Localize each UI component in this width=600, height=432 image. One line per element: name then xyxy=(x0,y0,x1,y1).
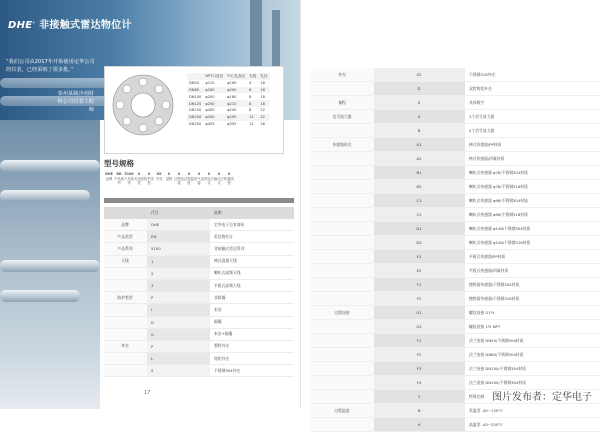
table-cell: I xyxy=(147,304,210,316)
table-cell: A1 xyxy=(374,138,465,152)
table-cell: φ165 xyxy=(227,81,237,86)
table-cell: DN150 xyxy=(189,108,202,113)
table-cell xyxy=(104,267,147,279)
pipe-graphic xyxy=(0,160,100,172)
code-label: 防护类型 xyxy=(144,176,154,185)
publisher-watermark: 图片发布者：定华电子 xyxy=(492,392,592,403)
table-cell: φ200 xyxy=(205,94,215,99)
table-cell: 18 xyxy=(258,87,269,94)
code-label: 防爆类型 xyxy=(224,176,234,185)
table-cell: 平板式传感器/四氟材质 xyxy=(465,264,600,278)
flange-drawing xyxy=(111,73,175,137)
table-cell xyxy=(311,264,374,278)
table-cell: 12 xyxy=(247,114,258,121)
table-cell: 防护类型 xyxy=(104,292,147,304)
table-cell: 孔数 xyxy=(249,73,257,78)
table-cell: 1 xyxy=(147,255,210,267)
table-cell xyxy=(104,279,147,291)
code-label: 产品系列 xyxy=(114,176,124,185)
table-cell: RD xyxy=(147,231,210,243)
table-cell: 喇叭式传感器 φ96/不锈钢316材质 xyxy=(465,208,600,222)
table-cell: DHE xyxy=(147,219,210,231)
code-value: X xyxy=(207,172,211,176)
table-cell: S xyxy=(147,365,210,377)
table-cell: A2 xyxy=(374,152,465,166)
table-cell: 信号放大器 xyxy=(311,110,374,124)
code-value: X xyxy=(217,172,221,176)
table-cell: 雷达物位计 xyxy=(210,231,294,243)
code-label: 产品系列 xyxy=(124,176,134,185)
table-cell: 喇叭式传感器 φ96/不锈钢304材质 xyxy=(465,194,600,208)
table-cell: φ340 xyxy=(203,114,225,121)
table-cell xyxy=(311,418,374,432)
table-row xyxy=(187,100,270,107)
code-segment xyxy=(164,172,174,186)
table-cell: F2 xyxy=(374,292,465,306)
table-cell: 8 xyxy=(249,94,252,99)
table-cell: 外壳 xyxy=(104,340,147,352)
table-cell: 平板式高频天线 xyxy=(210,279,294,291)
table-cell: D xyxy=(147,316,210,328)
table-cell xyxy=(311,362,374,376)
table-row xyxy=(311,208,600,222)
table-row xyxy=(311,68,600,82)
code-segment xyxy=(144,172,154,186)
code-label: 供电方式 xyxy=(204,176,214,185)
table-cell: 塑料外壳 xyxy=(210,340,294,352)
table-row xyxy=(104,340,294,352)
table-row xyxy=(104,304,294,316)
table-header: 代号 xyxy=(147,207,210,219)
table-row xyxy=(104,316,294,328)
table-row xyxy=(187,73,270,80)
table-cell: 非接触式雷达系列 xyxy=(210,243,294,255)
table-cell: 喇叭式高频天线 xyxy=(210,267,294,279)
code-segment xyxy=(184,172,194,186)
table-row xyxy=(311,418,600,432)
code-value: X xyxy=(227,172,231,176)
table-row xyxy=(311,166,600,180)
table-cell: E2 xyxy=(374,264,465,278)
pipe-graphic xyxy=(0,78,120,88)
table-cell: 高温型 -40~250°C xyxy=(465,418,600,432)
table-cell xyxy=(311,166,374,180)
table-row xyxy=(104,267,294,279)
table-header: 说明 xyxy=(210,207,294,219)
table-cell: 螺纹连接 1½ NPT xyxy=(465,320,600,334)
table-cell: 螺纹连接 G1½ xyxy=(465,306,600,320)
table-cell: 隔爆 xyxy=(210,316,294,328)
table-cell xyxy=(104,316,147,328)
left-page xyxy=(0,0,300,409)
table-cell xyxy=(311,348,374,362)
code-label: 量程 xyxy=(165,176,173,181)
table-cell: DN50 xyxy=(189,81,200,86)
table-cell: C1 xyxy=(374,194,465,208)
table-cell: 5100 xyxy=(147,243,210,255)
code-segment xyxy=(174,172,184,186)
table-cell: G2 xyxy=(374,320,465,334)
table-cell xyxy=(311,390,374,404)
title-text: 非接触式雷达物位计 xyxy=(39,20,132,31)
code-label: 过程连接 xyxy=(174,176,184,185)
table-cell xyxy=(311,180,374,194)
table-cell: P xyxy=(147,292,210,304)
table-cell: 棒式传感器/四氟材质 xyxy=(465,152,600,166)
code-value: X xyxy=(147,172,151,176)
flange-table xyxy=(187,73,270,127)
table-cell: φ300 xyxy=(205,108,215,113)
table-row xyxy=(311,138,600,152)
table-cell: 8 xyxy=(247,87,258,94)
table-cell: 不锈钢316外壳 xyxy=(465,68,600,82)
table-cell: D2 xyxy=(374,236,465,250)
page-number: 17 xyxy=(144,390,151,396)
table-cell: 不锈钢304外壳 xyxy=(210,365,294,377)
code-label: 品牌 xyxy=(105,176,113,181)
table-cell xyxy=(311,250,374,264)
table-cell: φ405 xyxy=(205,121,215,126)
table-cell: 法兰连接 DN100/不锈钢304材质 xyxy=(465,362,600,376)
spec-table-continued xyxy=(311,68,600,432)
table-cell: φ200 xyxy=(225,87,247,94)
table-row xyxy=(187,121,270,128)
table-cell: F2 xyxy=(374,348,465,362)
table-cell: 孔径 xyxy=(260,73,268,78)
code-value: X xyxy=(167,172,171,176)
table-cell: 22 xyxy=(258,114,269,121)
table-cell: 产品系列 xyxy=(104,243,147,255)
table-cell: 棒式高频天线 xyxy=(210,255,294,267)
table-cell: 8 xyxy=(249,108,252,113)
table-cell: F4 xyxy=(374,376,465,390)
table-cell: φ160 xyxy=(203,87,225,94)
table-cell: 喇叭式传感器 φ146/不锈钢316材质 xyxy=(465,236,600,250)
table-row xyxy=(104,353,294,365)
code-segment xyxy=(224,172,234,186)
side-photo xyxy=(0,120,100,409)
table-cell: Y xyxy=(374,390,465,404)
table-row xyxy=(104,279,294,291)
table-row xyxy=(187,114,270,121)
table-cell: 量程 xyxy=(311,96,374,110)
code-value: X xyxy=(177,172,181,176)
table-cell: F1 xyxy=(374,334,465,348)
code-segment xyxy=(154,172,164,186)
table-cell xyxy=(311,124,374,138)
table-cell: φ240 xyxy=(227,108,237,113)
table-cell xyxy=(311,320,374,334)
table-row xyxy=(311,334,600,348)
table-cell: 具体数字 xyxy=(465,96,600,110)
table-cell: 18 xyxy=(260,94,265,99)
section-title: 型号规格 xyxy=(104,159,134,168)
code-label: 过程温度 xyxy=(184,176,194,185)
table-cell: X xyxy=(374,96,465,110)
table-cell xyxy=(311,152,374,166)
table-cell: φ295 xyxy=(225,114,247,121)
table-cell xyxy=(311,376,374,390)
table-cell: 26 xyxy=(260,121,265,126)
customer-quote: “我们公司从2017年开始使用定华公司的仪表，已经采购了很多批。” xyxy=(6,59,95,73)
code-value: DHE xyxy=(105,172,113,176)
table-row xyxy=(104,219,294,231)
table-cell xyxy=(311,278,374,292)
table-cell: 12 xyxy=(249,121,254,126)
code-segment xyxy=(114,172,124,186)
code-segment xyxy=(194,172,204,186)
table-cell: 棒式传感器/PP材质 xyxy=(465,138,600,152)
table-cell: 法兰连接 DN80/不锈钢304材质 xyxy=(465,348,600,362)
table-cell: 铸铝外壳 xyxy=(210,353,294,365)
table-row xyxy=(311,222,600,236)
table-cell: 平板式传感器/PP材质 xyxy=(465,250,600,264)
pipe-graphic xyxy=(0,290,80,302)
table-cell xyxy=(311,236,374,250)
table-cell xyxy=(187,73,203,80)
table-cell: F1 xyxy=(374,278,465,292)
code-label: 输出方式 xyxy=(214,176,224,185)
table-cell: P xyxy=(147,340,210,352)
table-row xyxy=(311,264,600,278)
table-cell: C2 xyxy=(374,208,465,222)
table-cell: 1个信号放大器 xyxy=(465,110,600,124)
code-segment xyxy=(204,172,214,186)
table-row xyxy=(104,292,294,304)
table-cell: 2 xyxy=(147,267,210,279)
table-cell: φ355 xyxy=(227,121,237,126)
table-row xyxy=(187,87,270,94)
table-row xyxy=(311,180,600,194)
table-cell: 常温型 -40~130°C xyxy=(465,404,600,418)
table-cell: φ250 xyxy=(203,100,225,107)
table-cell xyxy=(104,328,147,340)
table-cell: E1 xyxy=(374,250,465,264)
table-row xyxy=(311,236,600,250)
table-cell: 8 xyxy=(247,100,258,107)
table-cell xyxy=(311,292,374,306)
table-cell xyxy=(311,208,374,222)
table-row xyxy=(187,107,270,114)
table-cell: 特殊定制 xyxy=(465,390,600,404)
table-cell: φ180 xyxy=(227,94,237,99)
code-label: 天线类型 xyxy=(134,176,144,185)
code-divider xyxy=(104,198,294,203)
table-cell: NPT口直径 xyxy=(205,73,224,78)
spec-table xyxy=(104,207,294,377)
table-cell: 天线 xyxy=(104,255,147,267)
table-cell: 抛物面传感器/不锈钢304材质 xyxy=(465,278,600,292)
table-row xyxy=(311,194,600,208)
table-cell: B2 xyxy=(374,180,465,194)
table-cell xyxy=(311,334,374,348)
table-cell: F3 xyxy=(374,362,465,376)
table-row xyxy=(104,243,294,255)
code-segment xyxy=(104,172,114,186)
table-cell: A xyxy=(374,110,465,124)
code-value: XX xyxy=(156,172,162,176)
table-cell: 品牌 xyxy=(104,219,147,231)
table-cell: 定华电子自有商标 xyxy=(210,219,294,231)
table-row xyxy=(311,96,600,110)
table-cell: 产品类型 xyxy=(104,231,147,243)
table-cell xyxy=(311,82,374,96)
table-row xyxy=(104,365,294,377)
table-cell: 过程温度 xyxy=(311,404,374,418)
table-cell: 传感器形式 xyxy=(311,138,374,152)
table-cell: 喇叭式传感器 φ146/不锈钢304材质 xyxy=(465,222,600,236)
table-cell: G xyxy=(147,328,210,340)
table-cell: 非防爆 xyxy=(210,292,294,304)
code-value: X xyxy=(197,172,201,176)
table-cell: H xyxy=(374,418,465,432)
table-cell: 中心孔直径 xyxy=(227,73,246,78)
table-cell: φ125 xyxy=(205,81,215,86)
table-cell: 4 xyxy=(249,81,252,86)
table-row xyxy=(311,124,600,138)
table-cell: G1 xyxy=(374,306,465,320)
table-cell: N xyxy=(374,404,465,418)
table-cell: 过程连接 xyxy=(311,306,374,320)
table-row xyxy=(311,404,600,418)
table-cell: D xyxy=(374,82,465,96)
code-value: X xyxy=(137,172,141,176)
table-cell xyxy=(104,353,147,365)
table-row xyxy=(311,82,600,96)
quote-signature: 泰州某制冷剂材料公司仪表工程师 xyxy=(57,91,94,113)
table-cell: 喇叭式传感器 φ76/不锈钢304材质 xyxy=(465,166,600,180)
table-cell: 喇叭式传感器 φ76/不锈钢316材质 xyxy=(465,180,600,194)
table-row xyxy=(311,292,600,306)
code-value: RD xyxy=(116,172,122,176)
table-cell: 本安+隔爆 xyxy=(210,328,294,340)
table-cell xyxy=(311,194,374,208)
pipe-graphic xyxy=(0,190,90,202)
table-cell xyxy=(104,304,147,316)
table-row xyxy=(311,110,600,124)
table-cell: DN80 xyxy=(187,87,203,94)
table-cell: S2 xyxy=(374,68,465,82)
table-cell: 法兰连接 DN50/不锈钢304材质 xyxy=(465,334,600,348)
table-cell: D1 xyxy=(374,222,465,236)
table-cell xyxy=(104,365,147,377)
table-cell: DN125 xyxy=(189,101,202,106)
table-cell: 法兰连接 DN150/不锈钢304材质 xyxy=(465,376,600,390)
code-label: 外壳 xyxy=(155,176,163,181)
table-cell xyxy=(311,222,374,236)
brand-logo: DHE xyxy=(8,20,33,31)
table-cell: 3 xyxy=(147,279,210,291)
table-cell: φ210 xyxy=(225,100,247,107)
right-page xyxy=(300,0,600,427)
code-label: 电气连接 xyxy=(194,176,204,185)
table-row xyxy=(311,306,600,320)
table-row xyxy=(311,348,600,362)
table-row xyxy=(104,231,294,243)
table-cell: DN100 xyxy=(189,94,202,99)
table-cell: 22 xyxy=(260,108,265,113)
table-cell: B xyxy=(374,124,465,138)
table-header xyxy=(104,207,147,219)
code-segment xyxy=(124,172,134,186)
table-row xyxy=(104,328,294,340)
table-cell: B1 xyxy=(374,166,465,180)
table-row xyxy=(104,255,294,267)
code-segment xyxy=(214,172,224,186)
table-row xyxy=(311,152,600,166)
table-cell: 18 xyxy=(258,100,269,107)
table-row xyxy=(187,80,270,87)
table-cell: 外壳 xyxy=(311,68,374,82)
code-value: 5100 xyxy=(124,172,134,176)
table-row xyxy=(311,278,600,292)
code-segment xyxy=(134,172,144,186)
table-row xyxy=(311,250,600,264)
table-row xyxy=(311,362,600,376)
code-value: X xyxy=(187,172,191,176)
table-cell: 抛物面传感器/不锈钢316材质 xyxy=(465,292,600,306)
table-cell: 本安 xyxy=(210,304,294,316)
table-cell: 18 xyxy=(260,81,265,86)
table-cell: DN200 xyxy=(189,115,202,120)
flange-panel xyxy=(104,66,284,154)
table-cell: L xyxy=(147,353,210,365)
model-code-row xyxy=(104,172,294,186)
table-cell: 双腔铸铝外壳 xyxy=(465,82,600,96)
table-cell: 2个信号放大器 xyxy=(465,124,600,138)
page-title: DHE® 非接触式雷达物位计 xyxy=(8,20,132,31)
pipe-graphic xyxy=(0,260,100,272)
table-row xyxy=(187,93,270,100)
table-cell: DN250 xyxy=(189,121,202,126)
table-row xyxy=(311,320,600,334)
